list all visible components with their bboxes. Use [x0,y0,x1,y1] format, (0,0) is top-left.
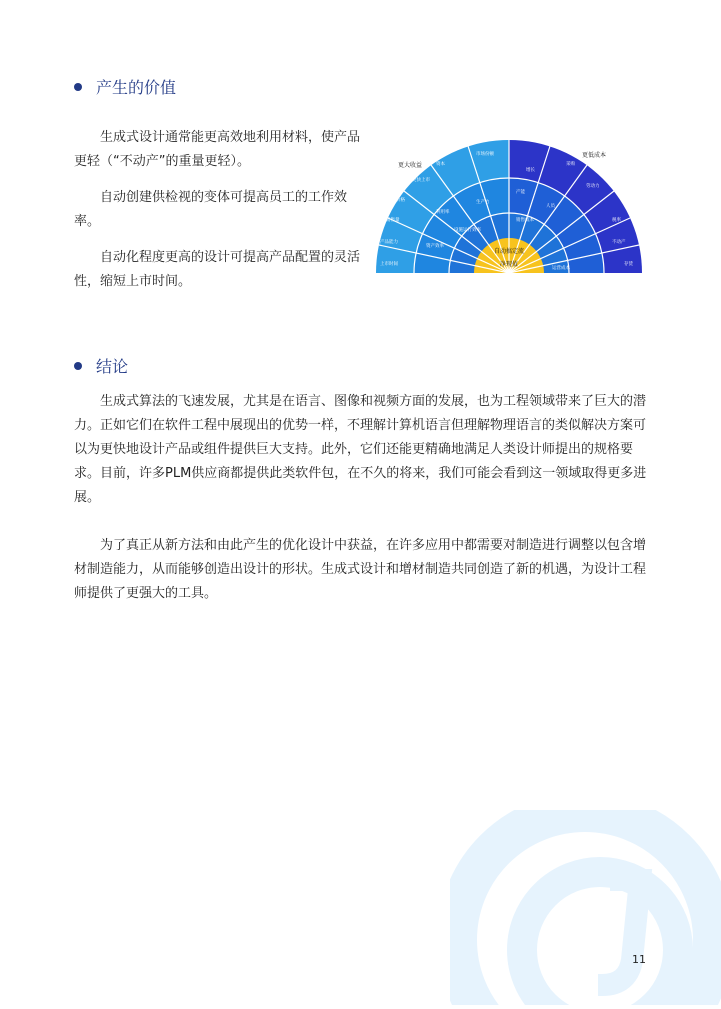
sunburst-chart [376,135,642,275]
bullet-icon [74,83,82,91]
label-right-6: 采购 [566,162,575,167]
label-mid-5: 增长 [526,168,535,173]
label-mid-4: 产能 [516,190,525,195]
right-arc-title: 更低成本 [582,152,607,159]
label-right-3: 存货 [624,262,633,267]
label-left-0: 上市时间 [380,262,398,267]
value-paragraph-2: 自动创建供检视的变体可提高员工的工作效率。 [74,190,348,229]
conclusion-paragraph-2: 为了真正从新方法和由此产生的优化设计中获益，在许多应用中都需要对制造进行调整以包含增材制造能力，从而能够创造出设计的形状。生成式设计和增材制造共同创造了新的机遇，为设计工程师提供了更强大的工具。 [74,538,647,601]
value-paragraph-1: 生成式设计通常能更高效地利用材料，使产品更轻（“不动产”的重量更轻）。 [74,130,361,169]
value-section-title: 产生的价值 [96,78,177,97]
label-mid-3: 利用率 [436,210,450,215]
value-driver-figure [376,135,642,275]
value-section-heading [74,75,176,98]
bullet-icon [74,362,82,370]
label-mid-6: 人员 [546,204,555,209]
label-left-2: 销售量 [386,218,400,223]
label-left-6: 市场份额 [476,152,494,157]
conclusion-paragraph-1: 生成式算法的飞速发展，尤其是在语言、图像和视频方面的发展，也为工程领域带来了巨大的潜力。正如它们在软件工程中展现出的优势一样，不理解计算机语言但理解物理语言的类似解决方案可以为更快地设计产品或组件提供巨大支持。此外，它们还能更精确地满足人类设计师提出的规格要求。目前，许多PLM供应商都提供此类软件包，在不久的将来，我们可能会看到这一领域取得更多进展。 [74,394,647,505]
label-mid-0: 设施运行效率 [454,228,481,233]
conclusion-section-title: 结论 [96,357,129,376]
label-left-1: 产品能力 [380,240,398,245]
label-right-1: 运营成本 [552,266,570,271]
label-left-3: 价格 [396,198,405,203]
center-bottom-label: 净现值 [499,261,519,268]
label-mid-2: 资产效率 [426,244,444,249]
label-right-2: 不动产 [612,240,626,245]
page-number: 11 [632,953,646,966]
conclusion-section-heading [74,354,128,377]
left-arc-title: 更大收益 [398,162,423,169]
watermark-logo [450,810,721,1009]
label-left-5: 资本 [436,162,445,167]
label-right-4: 税率 [612,218,621,223]
center-top-label: 自动搞定流 [493,248,525,255]
value-paragraph-3: 自动化程度更高的设计可提高产品配置的灵活性，缩短上市时间。 [74,250,361,289]
label-right-5: 劳动力 [586,184,600,189]
label-left-4: 更快上市 [412,178,430,183]
logo-icon [450,810,721,1005]
label-mid-1: 生产力 [476,200,490,205]
label-right-0: 销售成本 [516,218,534,223]
